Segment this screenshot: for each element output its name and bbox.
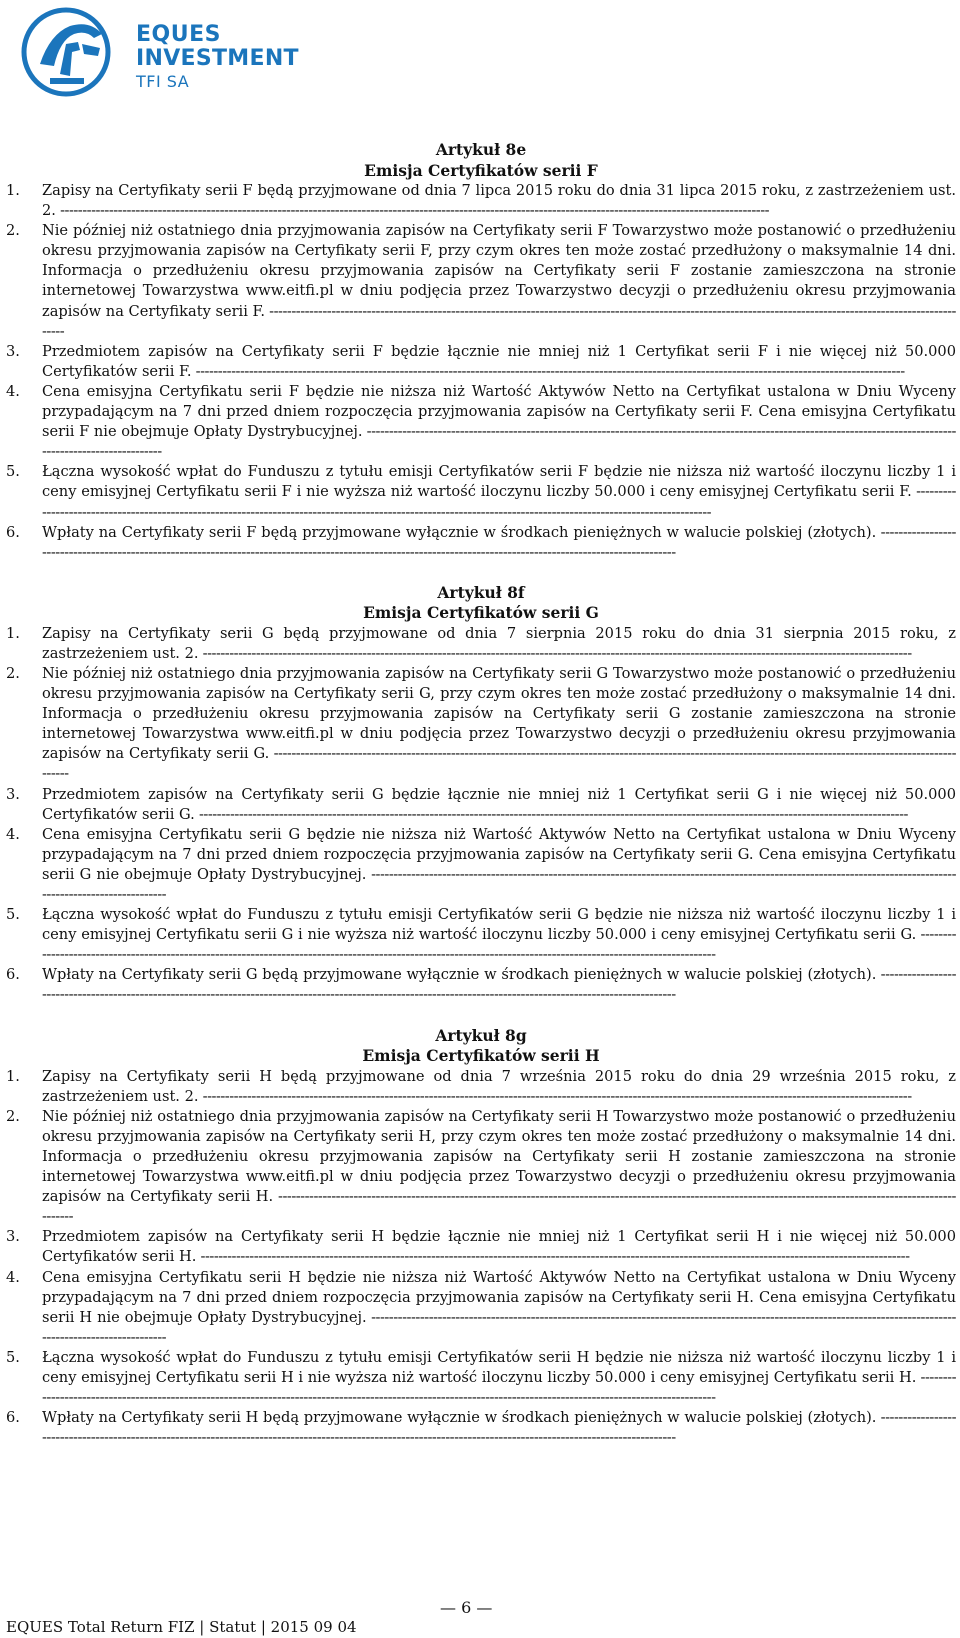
article-point [6,1268,956,1348]
point-text: Łączna wysokość wpłat do Funduszu z tytułu emisji Certyfikatów serii G będzie nie niższa niż wartość iloczynu liczby 1 i ceny emisyjnej Certyfikatu serii G i nie wyższa niż wartość iloczynu liczby 50.000 i ceny emisyjnej Certyfikatu serii G. [42,906,956,944]
article-subtitle: Emisja Certyfikatów serii H [362,1046,600,1066]
fill-dashes: ---------------------------------------------------------------------------------------------------------------------------------------------------------------- [194,805,908,823]
point-text: Cena emisyjna Certyfikatu serii G będzie nie niższa niż Wartość Aktywów Netto na Certyfikat ustalona w Dniu Wyceny przypadającym na 7 dni przed dniem rozpoczęcia przyjmowania zapisów na Certyfikaty serii G. Cena emisyjna Certyfikatu serii G nie obejmuje Opłaty Dystrybucyjnej. [42,825,956,883]
fill-dashes: ---------------------------------------------------------------------------------------------------------------------------------------------------------------- [42,745,956,783]
point-number: 5. [6,463,20,481]
point-number: 6. [6,523,20,541]
article-subtitle: Emisja Certyfikatów serii F [364,160,598,180]
article-point [6,221,956,342]
article-point [6,664,956,785]
article-point [6,624,956,664]
article-points-list [6,624,956,1006]
fill-dashes: ---------------------------------------------------------------------------------------------------------------------------------------------------------------- [42,1188,956,1226]
fill-dashes: ---------------------------------------------------------------------------------------------------------------------------------------------------------------- [55,202,770,220]
point-number: 1. [6,182,20,199]
point-number: 1. [6,624,20,642]
article-point [6,342,956,382]
point-number: 6. [6,966,20,984]
logo-line-tfi: TFI SA [136,72,190,91]
logo-wordmark [136,24,299,90]
point-text: Nie później niż ostatniego dnia przyjmowania zapisów na Certyfikaty serii G Towarzystwo może postanowić o przedłużeniu okresu przyjmowania zapisów na Certyfikaty serii G, przy czym okres ten może zostać przedłużony o maksymalnie 14 dni. Informacja o przedłużeniu okresu przyjmowania zapisów na Certyfikaty serii G zostanie zamieszczona na stronie internetowej Towarzystwa www.eitfi.pl w dniu podjęcia przez Towarzystwo decyzji o przedłużeniu okresu przyjmowania zapisów na Certyfikaty serii G. [42,664,956,763]
fill-dashes: ---------------------------------------------------------------------------------------------------------------------------------------------------------------- [42,483,956,521]
point-number: 3. [6,785,20,803]
article-point [6,785,956,825]
point-text: Cena emisyjna Certyfikatu serii H będzie nie niższa niż Wartość Aktywów Netto na Certyfikat ustalona w Dniu Wyceny przypadającym na 7 dni przed dniem rozpoczęcia przyjmowania zapisów na Certyfikaty serii H. Cena emisyjna Certyfikatu serii H nie obejmuje Opłaty Dystrybucyjnej. [42,1268,956,1326]
point-text: Zapisy na Certyfikaty serii G będą przyjmowane od dnia 7 sierpnia 2015 roku do dnia 31 sierpnia 2015 roku, z zastrzeżeniem ust. 2. [42,624,956,662]
article-title: Artykuł 8g [435,1025,527,1045]
point-number: 1. [6,1067,20,1085]
fill-dashes: ---------------------------------------------------------------------------------------------------------------------------------------------------------------- [42,865,956,903]
article-point [6,1408,956,1448]
point-text: Wpłaty na Certyfikaty serii F będą przyjmowane wyłącznie w środkach pieniężnych w walucie polskiej (złotych). [42,523,877,541]
point-number: 2. [6,222,20,240]
point-number: 5. [6,1348,20,1366]
article-point [6,1227,956,1267]
article-point [6,905,956,965]
logo-emblem-icon [20,4,130,98]
article-point [6,1348,956,1408]
point-number: 3. [6,1228,20,1246]
point-number: 4. [6,1268,20,1286]
point-number: 2. [6,1107,20,1125]
article-point [6,181,956,221]
point-text: Przedmiotem zapisów na Certyfikaty serii G będzie łącznie nie mniej niż 1 Certyfikat serii G i nie więcej niż 50.000 Certyfikatów serii G. [42,785,956,823]
fill-dashes: ---------------------------------------------------------------------------------------------------------------------------------------------------------------- [42,523,956,561]
article-point [6,965,956,1005]
company-logo [20,4,299,98]
article-point [6,1067,956,1107]
article-title: Artykuł 8f [437,582,525,602]
article-point [6,825,956,905]
article-point [6,523,956,563]
point-text: Cena emisyjna Certyfikatu serii F będzie nie niższa niż Wartość Aktywów Netto na Certyfikat ustalona w Dniu Wyceny przypadającym na 7 dni przed dniem rozpoczęcia przyjmowania zapisów na Certyfikaty serii F. Cena emisyjna Certyfikatu serii F nie obejmuje Opłaty Dystrybucyjnej. [42,382,956,441]
page-number: — 6 — [440,1598,493,1617]
fill-dashes: ---------------------------------------------------------------------------------------------------------------------------------------------------------------- [196,1248,910,1266]
article-points-list [6,1067,956,1449]
document-body [6,140,956,1468]
article-title: Artykuł 8e [435,140,527,159]
fill-dashes: ---------------------------------------------------------------------------------------------------------------------------------------------------------------- [198,1087,912,1105]
point-text: Przedmiotem zapisów na Certyfikaty serii F będzie łącznie nie mniej niż 1 Certyfikat serii F i nie więcej niż 50.000 Certyfikatów serii F. [42,342,956,380]
article-points-list [6,181,956,563]
point-text: Łączna wysokość wpłat do Funduszu z tytułu emisji Certyfikatów serii F będzie nie niższa niż wartość iloczynu liczby 1 i ceny emisyjnej Certyfikatu serii F i nie wyższa niż wartość iloczynu liczby 50.000 i ceny emisyjnej Certyfikatu serii F. [42,463,956,501]
fill-dashes: ---------------------------------------------------------------------------------------------------------------------------------------------------------------- [42,1409,956,1447]
point-text: Wpłaty na Certyfikaty serii G będą przyjmowane wyłącznie w środkach pieniężnych w walucie polskiej (złotych). [42,966,877,984]
fill-dashes: ---------------------------------------------------------------------------------------------------------------------------------------------------------------- [42,1368,956,1407]
fill-dashes: ---------------------------------------------------------------------------------------------------------------------------------------------------------------- [42,1308,956,1346]
article-point [6,382,956,462]
article-section [6,140,956,563]
point-text: Przedmiotem zapisów na Certyfikaty serii H będzie łącznie nie mniej niż 1 Certyfikat serii H i nie więcej niż 50.000 Certyfikatów serii H. [42,1228,956,1266]
fill-dashes: ---------------------------------------------------------------------------------------------------------------------------------------------------------------- [191,362,905,380]
point-number: 2. [6,664,20,682]
article-point [6,462,956,522]
point-number: 5. [6,906,20,924]
article-point [6,1107,956,1228]
logo-line-eques: EQUES [136,22,221,47]
point-number: 4. [6,382,20,400]
point-number: 4. [6,825,20,843]
fill-dashes: ---------------------------------------------------------------------------------------------------------------------------------------------------------------- [42,423,956,461]
point-text: Zapisy na Certyfikaty serii F będą przyjmowane od dnia 7 lipca 2015 roku do dnia 31 lipca 2015 roku, z zastrzeżeniem ust. 2. [42,182,956,220]
logo-line-investment: INVESTMENT [136,46,299,71]
article-section [6,583,956,1006]
fill-dashes: ---------------------------------------------------------------------------------------------------------------------------------------------------------------- [42,926,956,964]
point-text: Łączna wysokość wpłat do Funduszu z tytułu emisji Certyfikatów serii H będzie nie niższa niż wartość iloczynu liczby 1 i ceny emisyjnej Certyfikatu serii H i nie wyższa niż wartość iloczynu liczby 50.000 i ceny emisyjnej Certyfikatu serii H. [42,1348,956,1386]
footer-text: EQUES Total Return FIZ | Statut | 2015 09 04 [6,1618,357,1636]
fill-dashes: ---------------------------------------------------------------------------------------------------------------------------------------------------------------- [42,302,956,340]
point-number: 6. [6,1409,20,1427]
point-number: 3. [6,342,20,360]
articles-container [6,140,956,1448]
point-text: Nie później niż ostatniego dnia przyjmowania zapisów na Certyfikaty serii F Towarzystwo może postanowić o przedłużeniu okresu przyjmowania zapisów na Certyfikaty serii F, przy czym okres ten może zostać przedłużony o maksymalnie 14 dni. Informacja o przedłużeniu okresu przyjmowania zapisów na Certyfikaty serii F zostanie zamieszczona na stronie internetowej Towarzystwa www.eitfi.pl w dniu podjęcia przez Towarzystwo decyzji o przedłużeniu okresu przyjmowania zapisów na Certyfikaty serii F. [42,222,956,320]
point-text: Nie później niż ostatniego dnia przyjmowania zapisów na Certyfikaty serii H Towarzystwo może postanowić o przedłużeniu okresu przyjmowania zapisów na Certyfikaty serii H, przy czym okres ten może zostać przedłużony o maksymalnie 14 dni. Informacja o przedłużeniu okresu przyjmowania zapisów na Certyfikaty serii H zostanie zamieszczona na stronie internetowej Towarzystwa www.eitfi.pl w dniu podjęcia przez Towarzystwo decyzji o przedłużeniu okresu przyjmowania zapisów na Certyfikaty serii H. [42,1107,956,1206]
fill-dashes: ---------------------------------------------------------------------------------------------------------------------------------------------------------------- [198,644,912,662]
point-text: Zapisy na Certyfikaty serii H będą przyjmowane od dnia 7 września 2015 roku do dnia 29 września 2015 roku, z zastrzeżeniem ust. 2. [42,1067,956,1105]
article-subtitle: Emisja Certyfikatów serii G [363,603,599,623]
point-text: Wpłaty na Certyfikaty serii H będą przyjmowane wyłącznie w środkach pieniężnych w walucie polskiej (złotych). [42,1409,877,1427]
fill-dashes: ---------------------------------------------------------------------------------------------------------------------------------------------------------------- [42,966,956,1004]
article-section [6,1026,956,1449]
